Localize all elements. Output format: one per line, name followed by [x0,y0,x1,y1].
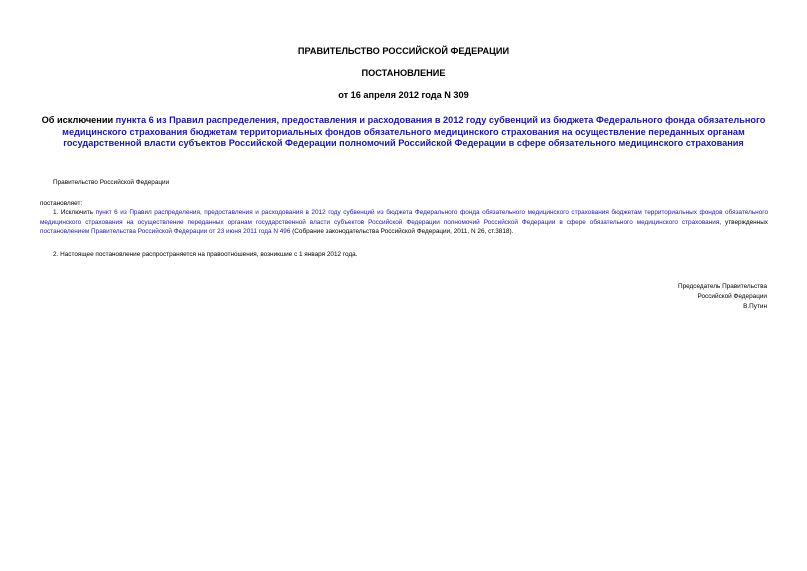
preamble-text: Правительство Российской Федерации [53,179,170,186]
item-1-link-rules[interactable]: пункт 6 из Правил распределения, предоставления и расходования в 2012 году субвенций из бюджета Федерального фонда обязательного медицинского страхования бюджетам территориальных фондов обязательного медицинского страхования на осуществление переданных органам государственной власти субъектов Российской Федерации полномочий Российской Федерации в сфере обязательного медицинского страхования [40,209,768,226]
signature-position-line-2: Российской Федерации [697,293,767,300]
signature-name: В.Путин [743,303,767,310]
item-1-suffix: (Собрание законодательства Российской Федерации, 2011, N 26, ст.3818). [290,228,514,236]
document-date-number: от 16 апреля 2012 года N 309 [338,90,469,100]
item-1-prefix: 1. Исключить [53,209,96,216]
item-2-paragraph: 2. Настоящее постановление распространяется на правоотношения, возникшие с 1 января 2012 года. [53,251,358,258]
item-1-paragraph [40,208,768,237]
resolves-text: постановляет: [40,200,83,207]
document-title [40,115,767,150]
signature-position-line-1: Председатель Правительства [678,283,767,290]
item-1-link-resolution[interactable]: постановлением Правительства Российской Федерации от 23 июня 2011 года N 496 [40,228,291,236]
document-type-heading: ПОСТАНОВЛЕНИЕ [361,68,446,78]
title-prefix: Об исключении [41,115,116,125]
item-1-middle: , утвержденных [719,218,768,226]
title-link[interactable]: пункта 6 из Правил распределения, предоставления и расходования в 2012 году субвенций из бюджета Федерального фонда обязательного медицинского страхования бюджетам территориальных фондов обязательного медицинского страхования на осуществление переданных органам государственной власти субъектов Российской Федерации полномочий Российской Федерации в сфере обязательного медицинского страхования [62,115,766,148]
government-heading: ПРАВИТЕЛЬСТВО РОССИЙСКОЙ ФЕДЕРАЦИИ [297,46,510,56]
